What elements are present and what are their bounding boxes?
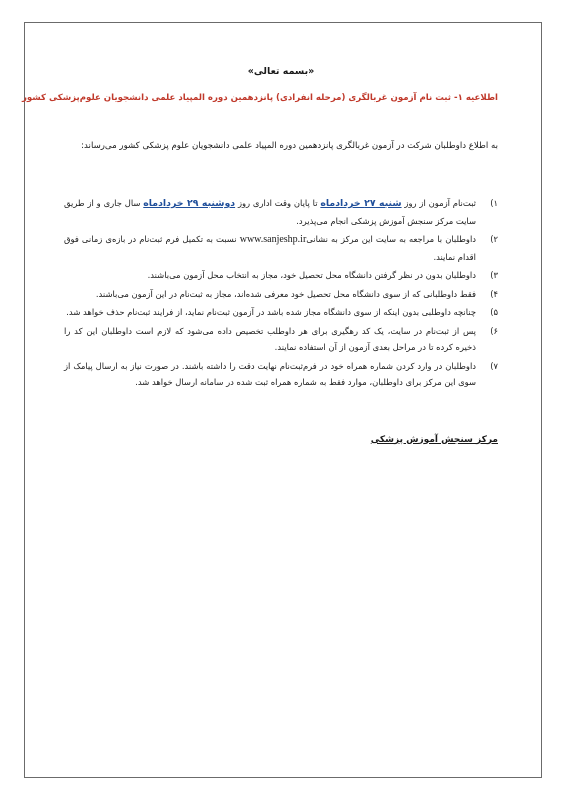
item-number: ۷) (490, 360, 498, 371)
item-text: پس از ثبت‌نام در سایت، یک کد رهگیری برای هر داوطلب تخصیص داده می‌شود که لازم است داوطلبان این کد را ذخیره کرده تا در مراحل بعدی آزمون از آن استفاده نمایند. (64, 325, 476, 352)
list-item (64, 304, 498, 321)
item-text: چنانچه داوطلبی بدون اینکه از سوی دانشگاه مجاز شده باشد در آزمون ثبت‌نام نماید، از فرایند ثبت‌نام حذف خواهد شد. (66, 307, 476, 317)
item-number: ۳) (490, 270, 498, 280)
item-text-part: ثبت‌نام آزمون از روز (401, 198, 476, 208)
list-item (64, 286, 498, 303)
item-text-part: تا پایان وقت اداری روز (235, 198, 321, 208)
document-heading: «بسمه تعالی» (247, 66, 315, 77)
start-date: شنبه ۲۷ خردادماه (320, 198, 402, 209)
item-text (64, 231, 476, 265)
item-number: ۱) (490, 198, 498, 208)
list-item (64, 358, 498, 391)
list-item (64, 231, 498, 265)
item-text: داوطلبان در وارد کردن شماره همراه خود در فرم‌ثبت‌نام نهایت دقت را داشته باشند. در صورت نیاز به ارسال پیامک از سوی این مرکز برای داوطلبان، موارد فقط به شماره همراه ثبت شده در سامانه ارسال خواهد شد. (64, 360, 476, 387)
item-text-part: نسبت به تکمیل فرم ثبت‌نام در بازه‌ی زمانی فوق اقدام نمایند. (64, 234, 476, 262)
item-number: ۲) (490, 234, 498, 244)
list-item (64, 195, 498, 229)
item-text-part: داوطلبان با مراجعه به سایت این مرکز به نشانی (306, 234, 476, 244)
item-text: فقط داوطلبانی که از سوی دانشگاه محل تحصیل خود معرفی شده‌اند، مجاز به ثبت‌نام در این آزمون می‌باشند. (95, 288, 476, 299)
item-number: ۶) (490, 325, 498, 336)
item-text-part: سال جاری و از طریق سایت مرکز سنجش آموزش پزشکی انجام می‌پذیرد. (64, 198, 476, 226)
document-body (21, 66, 498, 445)
announcement-title: اطلاعیه ۱- ثبت نام آزمون غربالگری (مرحله انفرادی) پانزدهمین دوره المپیاد علمی دانشجویان علوم‌پزشکی کشور (21, 93, 498, 103)
item-number: ۵) (490, 307, 498, 317)
end-date: دوشنبه ۲۹ خردادماه (143, 198, 236, 209)
intro-paragraph: به اطلاع داوطلبان شرکت در آزمون غربالگری پانزدهمین دوره المپیاد علمی دانشجویان علوم پزشکی کشور می‌رساند: (81, 141, 498, 151)
website-link[interactable]: www.sanjeshp.ir (239, 234, 307, 245)
signature: مرکز سنجش آموزش پزشکی (370, 434, 498, 445)
announcement-list (64, 195, 498, 391)
list-item (64, 267, 498, 284)
item-text: داوطلبان بدون در نظر گرفتن دانشگاه محل تحصیل خود، مجاز به انتخاب محل آزمون می‌باشند. (147, 270, 476, 280)
item-text (64, 195, 476, 229)
list-item (64, 323, 498, 356)
item-number: ۴) (490, 288, 498, 299)
